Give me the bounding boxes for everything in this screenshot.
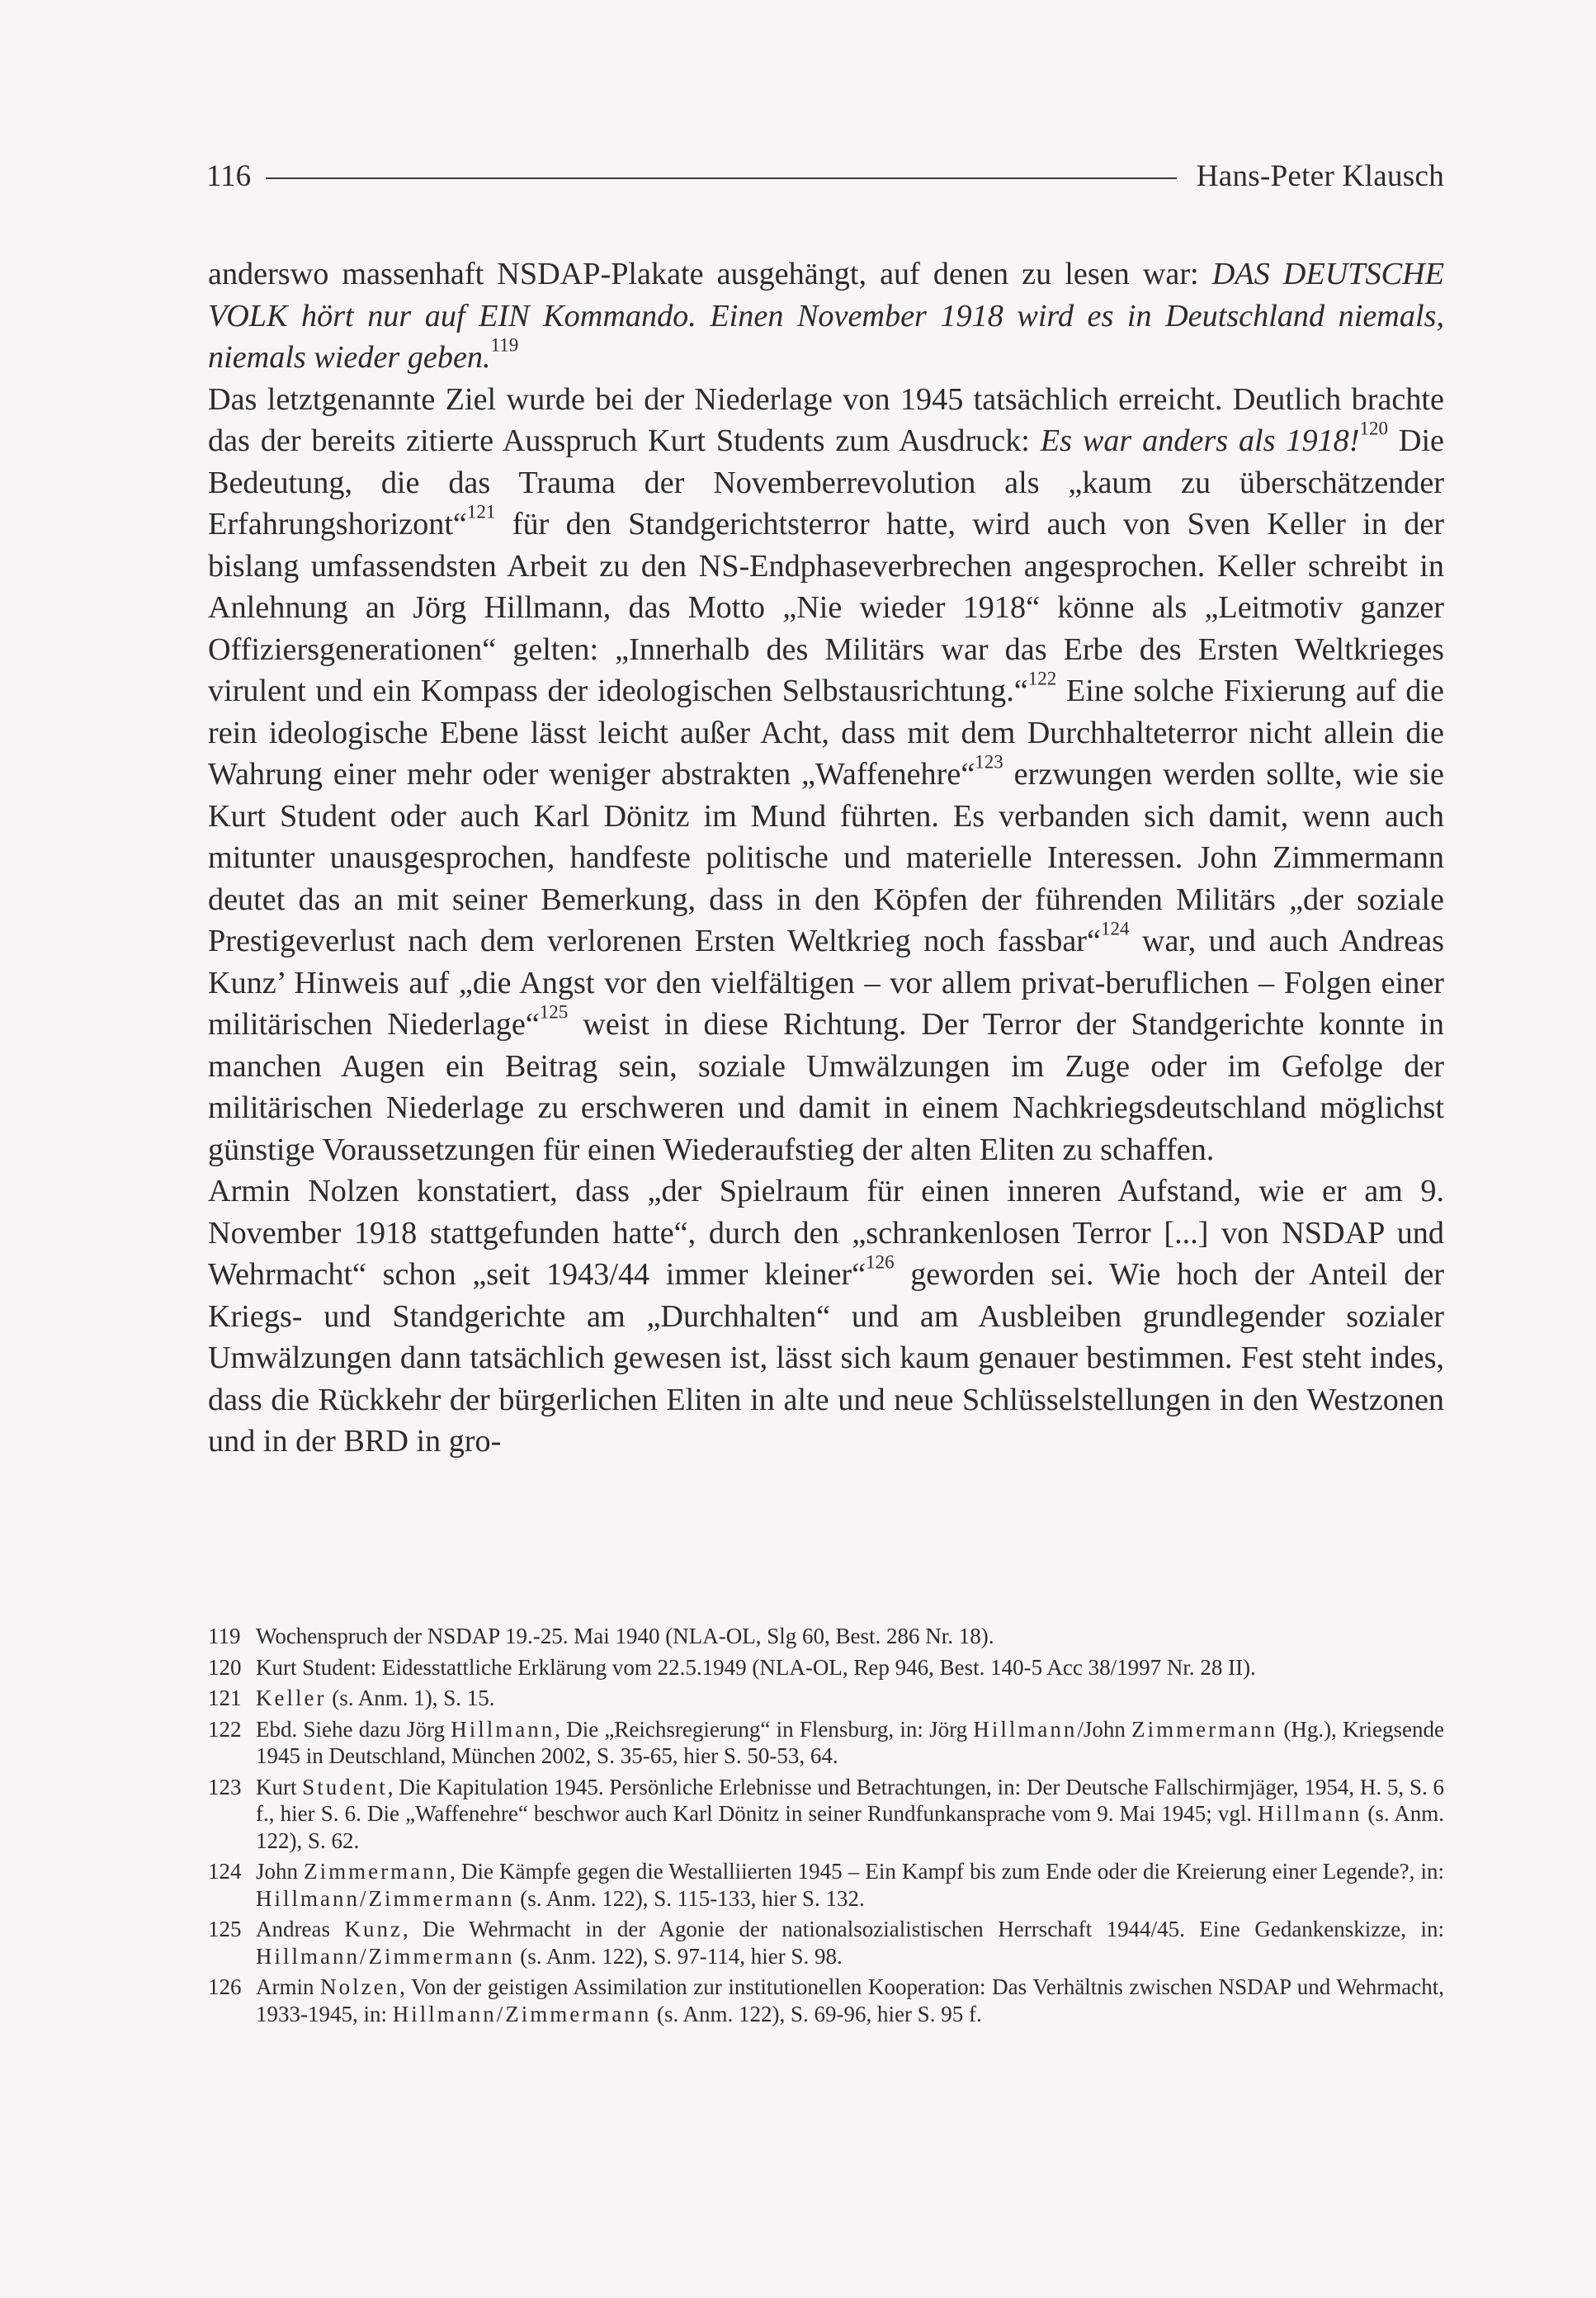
text-run: (s. Anm. 122), S. 97-114, hier S. 98. <box>514 1943 843 1969</box>
footnote-text <box>256 1916 1444 1969</box>
author-name: Zimmermann <box>304 1859 451 1884</box>
author-name: Hillmann/Zimmermann <box>256 1943 515 1969</box>
footnote-ref-125[interactable]: 125 <box>539 1001 569 1023</box>
footnote-ref-124[interactable]: 124 <box>1100 918 1130 939</box>
text-run: , Die „Reichsregierung“ in Flensburg, in: Jörg <box>555 1716 974 1742</box>
author-name: Hillmann/Zimmermann <box>256 1885 515 1911</box>
footnote-125 <box>208 1916 1444 1969</box>
text-run: Kurt <box>256 1774 303 1799</box>
text-run: (s. Anm. 122), S. 69-96, hier S. 95 f. <box>651 2001 982 2026</box>
text-run: Armin Nolzen konstatiert, dass „der Spielraum für einen inneren Aufstand, wie er am 9. November 1918 stattgefunden hatte“, durch den „schrankenlosen Terror [...] von NSDAP und Wehrmacht“ schon „seit 1943/44 immer kleiner“ <box>208 1174 1444 1292</box>
footnote-126 <box>208 1974 1444 2027</box>
text-run: für den Standgerichtsterror hatte, wird auch von Sven Keller in der bislang umfassendsten Arbeit zu den NS-Endphaseverbrechen angesprochen. Keller schreibt in Anlehnung an Jörg Hillmann, das Motto „Nie wieder 1918“ könne als „Leitmotiv ganzer Offiziersgenerationen“ gelten: „Innerhalb des Militärs war das Erbe des Ersten Weltkrieges virulent und ein Kompass der ideologischen Selbstausrichtung.“ <box>208 507 1444 708</box>
text-run: John <box>256 1859 305 1884</box>
footnote-number: 125 <box>208 1917 242 1941</box>
author-name: Nolzen <box>320 1974 400 1999</box>
footnote-number: 119 <box>208 1624 241 1648</box>
italic-quote: DAS DEUTSCHE VOLK hört nur auf EIN Kommando. Einen November 1918 wird es in Deutschland niemals, niemals wieder geben. <box>208 257 1444 375</box>
author-name: Student <box>302 1774 388 1799</box>
paragraph-1 <box>208 253 1444 379</box>
text-run: Die Bedeutung, die das Trauma der Novemberrevolution als „kaum zu überschätzender Erfahrungshorizont“ <box>208 423 1445 541</box>
text-run: (s. Anm. 122), S. 62. <box>256 1801 1444 1853</box>
footnote-text <box>256 1716 1444 1770</box>
author-name: Hillmann <box>973 1716 1078 1742</box>
text-run: Armin <box>256 1974 321 1999</box>
text-run: Wochenspruch der NSDAP 19.-25. Mai 1940 (NLA-OL, Slg 60, Best. 286 Nr. 18). <box>256 1624 994 1648</box>
text-run: erzwungen werden sollte, wie sie Kurt Student oder auch Karl Dönitz im Mund führten. Es verbanden sich damit, wenn auch mitunter unausgesprochen, handfeste politische und materielle Interessen. John Zimmermann deutet das an mit seiner Bemerkung, dass in den Köpfen der führenden Militärs „der soziale Prestigeverlust nach dem verlorenen Ersten Weltkrieg noch fassbar“ <box>208 757 1444 958</box>
footnote-text <box>256 1774 1444 1855</box>
author-name: Hillmann <box>1258 1801 1362 1826</box>
footnote-121 <box>208 1685 1444 1712</box>
text-run: anderswo massenhaft NSDAP-Plakate ausgehängt, auf denen zu lesen war: <box>208 257 1212 291</box>
text-run: geworden sei. Wie hoch der Anteil der Kriegs- und Standgerichte am „Durchhalten“ und am Ausbleiben grundlegender sozialer Umwälzungen dann tatsächlich gewesen ist, lässt sich kaum genauer bestimmen. Fest steht indes, dass die Rückkehr der bürgerlichen Eliten in alte und neue Schlüsselstellungen in den Westzonen und in der BRD in gro- <box>208 1257 1444 1459</box>
author-name: Keller <box>256 1686 327 1710</box>
text-run: /John <box>1077 1716 1132 1742</box>
text-run: (s. Anm. 122), S. 115-133, hier S. 132. <box>514 1885 865 1911</box>
text-run: , Die Kapitulation 1945. Persönliche Erlebnisse und Betrachtungen, in: Der Deutsche Fallschirmjäger, 1954, H. 5, S. 6 f., hier S. 6. Die „Waffenehre“ beschwor auch Karl Dönitz in seiner Rundfunkansprache vom 9. Mai 1945; vgl. <box>256 1774 1444 1826</box>
text-run: Ebd. Siehe dazu Jörg <box>256 1716 451 1742</box>
footnote-ref-121[interactable]: 121 <box>466 501 496 522</box>
text-run: (s. Anm. 1), S. 15. <box>326 1686 495 1710</box>
text-run: weist in diese Richtung. Der Terror der Standgerichte konnte in manchen Augen ein Beitrag sein, soziale Umwälzungen im Zuge oder im Gefolge der militärischen Niederlage zu erschweren und damit in einem Nachkriegsdeutschland möglichst günstige Voraussetzungen für einen Wiederaufstieg der alten Eliten zu schaffen. <box>208 1007 1444 1167</box>
paragraph-2 <box>208 379 1444 1171</box>
footnote-number: 124 <box>208 1859 242 1884</box>
text-run: Andreas <box>256 1917 345 1941</box>
footnote-number: 126 <box>208 1974 242 1999</box>
running-head-author: Hans-Peter Klausch <box>1196 158 1444 193</box>
footnote-number: 123 <box>208 1774 242 1799</box>
footnote-120 <box>208 1654 1444 1681</box>
footnote-ref-126[interactable]: 126 <box>866 1251 895 1273</box>
text-run: war, und auch Andreas Kunz’ Hinweis auf „die Angst vor den vielfältigen – vor allem privat-beruflichen – Folgen einer militärischen Niederlage“ <box>208 924 1444 1042</box>
italic-quote: Es war anders als 1918! <box>1040 423 1360 458</box>
text-run: Kurt Student: Eidesstattliche Erklärung vom 22.5.1949 (NLA-OL, Rep 946, Best. 140-5 Acc 38/1997 Nr. 28 II). <box>256 1654 1256 1680</box>
page-number: 116 <box>206 158 252 193</box>
paragraph-3 <box>208 1170 1444 1463</box>
text-run: , Von der geistigen Assimilation zur institutionellen Kooperation: Das Verhältnis zwischen NSDAP und Wehrmacht, 1933-1945, in: <box>256 1974 1444 2026</box>
running-header <box>206 155 1444 196</box>
text-run: Das letztgenannte Ziel wurde bei der Niederlage von 1945 tatsächlich erreicht. Deutlich brachte das der bereits zitierte Ausspruch Kurt Students zum Ausdruck: <box>208 381 1444 458</box>
footnote-text <box>256 1685 1444 1712</box>
footnote-text <box>256 1623 1444 1650</box>
text-run: , Die Kämpfe gegen die Westalliierten 1945 – Ein Kampf bis zum Ende oder die Kreierung einer Legende?, in: <box>450 1859 1444 1884</box>
footnote-number: 121 <box>208 1686 242 1710</box>
text-run: Eine solche Fixierung auf die rein ideologische Ebene lässt leicht außer Acht, dass mit dem Durchhalteterror nicht allein die Wahrung einer mehr oder weniger abstrakten „Waffenehre“ <box>208 674 1444 792</box>
footnote-text <box>256 1654 1444 1681</box>
main-text <box>208 253 1444 1463</box>
footnote-123 <box>208 1774 1444 1855</box>
text-run: , Die Wehrmacht in der Agonie der nationalsozialistischen Herrschaft 1944/45. Eine Gedankenskizze, in: <box>402 1917 1444 1941</box>
footnote-122 <box>208 1716 1444 1770</box>
text-run: (Hg.), Kriegsende 1945 in Deutschland, München 2002, S. 35-65, hier S. 50-53, 64. <box>256 1716 1445 1768</box>
footnotes <box>208 1623 1444 2031</box>
footnote-ref-119[interactable]: 119 <box>490 334 519 356</box>
footnote-number: 122 <box>208 1716 242 1742</box>
author-name: Hillmann <box>451 1716 555 1742</box>
footnote-text <box>256 1858 1444 1912</box>
footnote-number: 120 <box>208 1654 242 1680</box>
author-name: Zimmermann <box>1131 1716 1278 1742</box>
header-rule <box>266 177 1177 179</box>
author-name: Kunz <box>344 1917 403 1941</box>
footnote-119 <box>208 1623 1444 1650</box>
author-name: Hillmann/Zimmermann <box>392 2001 652 2026</box>
footnote-text <box>256 1974 1444 2027</box>
footnote-ref-123[interactable]: 123 <box>975 751 1003 773</box>
footnote-ref-122[interactable]: 122 <box>1027 668 1057 689</box>
footnote-ref-120[interactable]: 120 <box>1359 418 1388 439</box>
footnote-124 <box>208 1858 1444 1912</box>
